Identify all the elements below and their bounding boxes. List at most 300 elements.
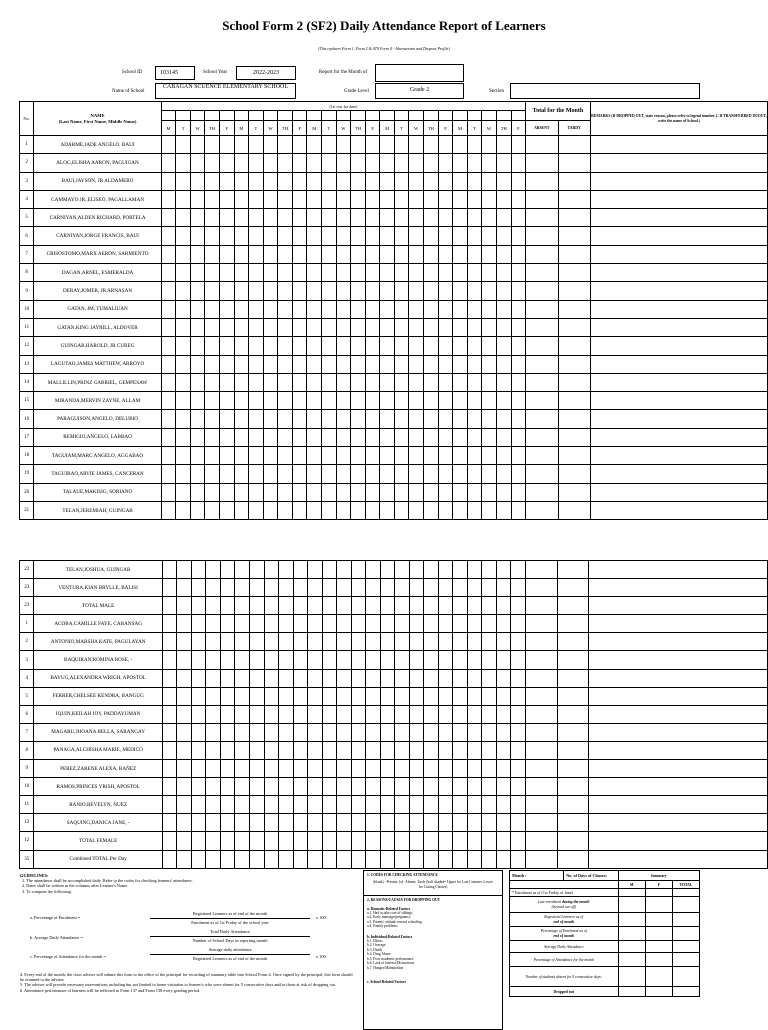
attendance-cell[interactable]	[293, 410, 307, 428]
attendance-cell[interactable]	[438, 814, 453, 832]
absent-total-cell[interactable]	[526, 245, 558, 263]
attendance-cell[interactable]	[467, 760, 482, 778]
attendance-cell[interactable]	[395, 597, 410, 615]
attendance-cell[interactable]	[206, 579, 221, 597]
attendance-cell[interactable]	[337, 579, 352, 597]
attendance-cell[interactable]	[162, 579, 177, 597]
remarks-cell[interactable]	[589, 669, 768, 687]
attendance-cell[interactable]	[438, 209, 452, 227]
attendance-cell[interactable]	[351, 282, 366, 300]
remarks-cell[interactable]	[590, 154, 767, 172]
attendance-cell[interactable]	[380, 597, 395, 615]
attendance-cell[interactable]	[263, 465, 278, 483]
attendance-cell[interactable]	[467, 172, 481, 190]
remarks-cell[interactable]	[590, 465, 767, 483]
attendance-cell[interactable]	[177, 741, 192, 759]
attendance-cell[interactable]	[467, 428, 481, 446]
attendance-cell[interactable]	[234, 209, 249, 227]
attendance-cell[interactable]	[380, 447, 395, 465]
attendance-cell[interactable]	[380, 264, 395, 282]
attendance-cell[interactable]	[351, 597, 366, 615]
attendance-cell[interactable]	[278, 282, 293, 300]
attendance-cell[interactable]	[409, 814, 424, 832]
attendance-cell[interactable]	[395, 723, 410, 741]
attendance-cell[interactable]	[263, 337, 278, 355]
attendance-cell[interactable]	[366, 579, 381, 597]
attendance-cell[interactable]	[453, 209, 468, 227]
attendance-cell[interactable]	[453, 300, 468, 318]
attendance-cell[interactable]	[438, 723, 453, 741]
attendance-cell[interactable]	[351, 337, 366, 355]
attendance-cell[interactable]	[278, 373, 293, 391]
attendance-cell[interactable]	[322, 282, 336, 300]
attendance-cell[interactable]	[351, 428, 366, 446]
attendance-cell[interactable]	[482, 428, 497, 446]
school-id-field[interactable]: 103145	[155, 66, 195, 80]
attendance-cell[interactable]	[308, 741, 323, 759]
attendance-cell[interactable]	[205, 318, 220, 336]
remarks-cell[interactable]	[589, 633, 768, 651]
attendance-cell[interactable]	[162, 778, 177, 796]
attendance-cell[interactable]	[365, 154, 379, 172]
attendance-cell[interactable]	[250, 741, 265, 759]
attendance-cell[interactable]	[394, 392, 408, 410]
attendance-cell[interactable]	[250, 651, 265, 669]
attendance-cell[interactable]	[336, 136, 351, 154]
attendance-cell[interactable]	[453, 669, 468, 687]
date-cell[interactable]	[496, 111, 511, 121]
date-cell[interactable]	[205, 111, 220, 121]
attendance-cell[interactable]	[467, 741, 482, 759]
attendance-cell[interactable]	[206, 723, 221, 741]
attendance-cell[interactable]	[263, 264, 278, 282]
attendance-cell[interactable]	[235, 579, 250, 597]
attendance-cell[interactable]	[395, 669, 410, 687]
attendance-cell[interactable]	[177, 615, 192, 633]
attendance-cell[interactable]	[409, 373, 424, 391]
attendance-cell[interactable]	[482, 561, 497, 579]
attendance-cell[interactable]	[278, 465, 293, 483]
attendance-cell[interactable]	[336, 501, 351, 519]
attendance-cell[interactable]	[365, 300, 379, 318]
attendance-cell[interactable]	[307, 136, 322, 154]
tardy-total-cell[interactable]	[558, 337, 590, 355]
attendance-cell[interactable]	[496, 227, 511, 245]
attendance-cell[interactable]	[496, 669, 511, 687]
attendance-cell[interactable]	[322, 136, 336, 154]
attendance-cell[interactable]	[191, 796, 206, 814]
attendance-cell[interactable]	[220, 796, 235, 814]
attendance-cell[interactable]	[205, 483, 220, 501]
attendance-cell[interactable]	[206, 597, 221, 615]
attendance-cell[interactable]	[438, 741, 453, 759]
attendance-cell[interactable]	[191, 561, 206, 579]
attendance-cell[interactable]	[206, 615, 221, 633]
attendance-cell[interactable]	[220, 615, 235, 633]
attendance-cell[interactable]	[161, 410, 176, 428]
attendance-cell[interactable]	[409, 318, 424, 336]
attendance-cell[interactable]	[308, 687, 323, 705]
attendance-cell[interactable]	[395, 760, 410, 778]
attendance-cell[interactable]	[467, 633, 482, 651]
attendance-cell[interactable]	[191, 760, 206, 778]
attendance-cell[interactable]	[220, 136, 234, 154]
attendance-cell[interactable]	[161, 318, 176, 336]
attendance-cell[interactable]	[162, 651, 177, 669]
attendance-cell[interactable]	[176, 318, 190, 336]
attendance-cell[interactable]	[176, 355, 190, 373]
attendance-cell[interactable]	[511, 651, 526, 669]
absent-total-cell[interactable]	[525, 615, 557, 633]
attendance-cell[interactable]	[496, 483, 511, 501]
attendance-cell[interactable]	[161, 300, 176, 318]
attendance-cell[interactable]	[220, 337, 234, 355]
attendance-cell[interactable]	[176, 282, 190, 300]
attendance-cell[interactable]	[293, 465, 307, 483]
attendance-cell[interactable]	[424, 723, 439, 741]
attendance-cell[interactable]	[394, 465, 408, 483]
attendance-cell[interactable]	[263, 245, 278, 263]
attendance-cell[interactable]	[307, 355, 322, 373]
attendance-cell[interactable]	[380, 579, 395, 597]
attendance-cell[interactable]	[409, 778, 424, 796]
attendance-cell[interactable]	[249, 392, 263, 410]
attendance-cell[interactable]	[234, 282, 249, 300]
attendance-cell[interactable]	[249, 483, 263, 501]
attendance-cell[interactable]	[394, 447, 408, 465]
attendance-cell[interactable]	[293, 172, 307, 190]
attendance-cell[interactable]	[161, 392, 176, 410]
attendance-cell[interactable]	[394, 227, 408, 245]
date-cell[interactable]	[234, 111, 249, 121]
attendance-cell[interactable]	[467, 723, 482, 741]
attendance-cell[interactable]	[482, 741, 497, 759]
attendance-cell[interactable]	[511, 245, 525, 263]
attendance-cell[interactable]	[366, 760, 381, 778]
attendance-cell[interactable]	[263, 501, 278, 519]
attendance-cell[interactable]	[453, 410, 468, 428]
attendance-cell[interactable]	[423, 264, 438, 282]
attendance-cell[interactable]	[511, 741, 526, 759]
attendance-cell[interactable]	[467, 669, 482, 687]
attendance-cell[interactable]	[161, 355, 176, 373]
attendance-cell[interactable]	[337, 705, 352, 723]
attendance-cell[interactable]	[190, 227, 205, 245]
attendance-cell[interactable]	[467, 465, 481, 483]
attendance-cell[interactable]	[191, 705, 206, 723]
remarks-cell[interactable]	[589, 687, 768, 705]
attendance-cell[interactable]	[395, 633, 410, 651]
attendance-cell[interactable]	[278, 410, 293, 428]
attendance-cell[interactable]	[496, 337, 511, 355]
attendance-cell[interactable]	[249, 447, 263, 465]
attendance-cell[interactable]	[380, 705, 395, 723]
attendance-cell[interactable]	[220, 227, 234, 245]
attendance-cell[interactable]	[366, 814, 381, 832]
attendance-cell[interactable]	[220, 850, 235, 868]
attendance-cell[interactable]	[438, 264, 452, 282]
tardy-total-cell[interactable]	[558, 483, 590, 501]
attendance-cell[interactable]	[409, 705, 424, 723]
attendance-cell[interactable]	[395, 561, 410, 579]
attendance-cell[interactable]	[496, 154, 511, 172]
remarks-cell[interactable]	[589, 741, 768, 759]
attendance-cell[interactable]	[322, 597, 337, 615]
remarks-cell[interactable]	[589, 561, 768, 579]
attendance-cell[interactable]	[279, 651, 294, 669]
attendance-cell[interactable]	[409, 282, 424, 300]
attendance-cell[interactable]	[438, 579, 453, 597]
attendance-cell[interactable]	[438, 136, 452, 154]
attendance-cell[interactable]	[496, 355, 511, 373]
attendance-cell[interactable]	[496, 597, 511, 615]
attendance-cell[interactable]	[394, 245, 408, 263]
attendance-cell[interactable]	[322, 850, 337, 868]
attendance-cell[interactable]	[365, 337, 379, 355]
attendance-cell[interactable]	[250, 814, 265, 832]
attendance-cell[interactable]	[467, 373, 481, 391]
attendance-cell[interactable]	[220, 264, 234, 282]
attendance-cell[interactable]	[220, 245, 234, 263]
attendance-cell[interactable]	[322, 561, 337, 579]
attendance-cell[interactable]	[380, 428, 395, 446]
attendance-cell[interactable]	[409, 410, 424, 428]
attendance-cell[interactable]	[482, 172, 497, 190]
attendance-cell[interactable]	[205, 209, 220, 227]
attendance-cell[interactable]	[395, 741, 410, 759]
absent-total-cell[interactable]	[526, 318, 558, 336]
attendance-cell[interactable]	[395, 651, 410, 669]
attendance-cell[interactable]	[453, 373, 468, 391]
attendance-cell[interactable]	[409, 741, 424, 759]
attendance-cell[interactable]	[264, 760, 279, 778]
attendance-cell[interactable]	[482, 337, 497, 355]
attendance-cell[interactable]	[177, 597, 192, 615]
attendance-cell[interactable]	[307, 318, 322, 336]
attendance-cell[interactable]	[496, 760, 511, 778]
attendance-cell[interactable]	[453, 172, 468, 190]
attendance-cell[interactable]	[235, 741, 250, 759]
attendance-cell[interactable]	[322, 741, 337, 759]
attendance-cell[interactable]	[220, 705, 235, 723]
attendance-cell[interactable]	[453, 355, 468, 373]
attendance-cell[interactable]	[234, 428, 249, 446]
attendance-cell[interactable]	[293, 778, 308, 796]
attendance-cell[interactable]	[264, 723, 279, 741]
attendance-cell[interactable]	[467, 501, 481, 519]
attendance-cell[interactable]	[177, 687, 192, 705]
attendance-cell[interactable]	[250, 669, 265, 687]
attendance-cell[interactable]	[249, 465, 263, 483]
attendance-cell[interactable]	[380, 850, 395, 868]
tardy-total-cell[interactable]	[558, 264, 590, 282]
attendance-cell[interactable]	[322, 501, 336, 519]
attendance-cell[interactable]	[190, 501, 205, 519]
attendance-cell[interactable]	[206, 760, 221, 778]
attendance-cell[interactable]	[161, 501, 176, 519]
attendance-cell[interactable]	[409, 796, 424, 814]
attendance-cell[interactable]	[176, 227, 190, 245]
attendance-cell[interactable]	[322, 796, 337, 814]
attendance-cell[interactable]	[496, 447, 511, 465]
attendance-cell[interactable]	[322, 209, 336, 227]
attendance-cell[interactable]	[453, 227, 468, 245]
attendance-cell[interactable]	[293, 392, 307, 410]
attendance-cell[interactable]	[162, 705, 177, 723]
attendance-cell[interactable]	[234, 483, 249, 501]
attendance-cell[interactable]	[250, 796, 265, 814]
attendance-cell[interactable]	[264, 669, 279, 687]
attendance-cell[interactable]	[293, 428, 307, 446]
attendance-cell[interactable]	[279, 687, 294, 705]
attendance-cell[interactable]	[409, 483, 424, 501]
tardy-total-cell[interactable]	[557, 651, 589, 669]
attendance-cell[interactable]	[438, 172, 452, 190]
attendance-cell[interactable]	[162, 814, 177, 832]
attendance-cell[interactable]	[337, 760, 352, 778]
attendance-cell[interactable]	[467, 579, 482, 597]
attendance-cell[interactable]	[307, 209, 322, 227]
attendance-cell[interactable]	[453, 447, 468, 465]
attendance-cell[interactable]	[438, 392, 452, 410]
attendance-cell[interactable]	[293, 832, 308, 850]
attendance-cell[interactable]	[423, 392, 438, 410]
attendance-cell[interactable]	[351, 136, 366, 154]
absent-total-cell[interactable]	[525, 850, 557, 868]
attendance-cell[interactable]	[293, 561, 308, 579]
attendance-cell[interactable]	[190, 410, 205, 428]
attendance-cell[interactable]	[337, 687, 352, 705]
attendance-cell[interactable]	[453, 136, 468, 154]
absent-total-cell[interactable]	[526, 227, 558, 245]
absent-total-cell[interactable]	[526, 447, 558, 465]
attendance-cell[interactable]	[453, 778, 468, 796]
attendance-cell[interactable]	[438, 705, 453, 723]
attendance-cell[interactable]	[161, 190, 176, 208]
attendance-cell[interactable]	[220, 669, 235, 687]
attendance-cell[interactable]	[322, 355, 336, 373]
attendance-cell[interactable]	[365, 410, 379, 428]
attendance-cell[interactable]	[496, 796, 511, 814]
attendance-cell[interactable]	[191, 579, 206, 597]
attendance-cell[interactable]	[409, 227, 424, 245]
attendance-cell[interactable]	[308, 579, 323, 597]
attendance-cell[interactable]	[365, 447, 379, 465]
tardy-total-cell[interactable]	[557, 579, 589, 597]
attendance-cell[interactable]	[190, 245, 205, 263]
attendance-cell[interactable]	[423, 227, 438, 245]
attendance-cell[interactable]	[482, 227, 497, 245]
attendance-cell[interactable]	[161, 447, 176, 465]
attendance-cell[interactable]	[264, 651, 279, 669]
attendance-cell[interactable]	[263, 392, 278, 410]
attendance-cell[interactable]	[278, 392, 293, 410]
attendance-cell[interactable]	[423, 483, 438, 501]
attendance-cell[interactable]	[250, 778, 265, 796]
attendance-cell[interactable]	[177, 633, 192, 651]
attendance-cell[interactable]	[293, 741, 308, 759]
attendance-cell[interactable]	[424, 669, 439, 687]
attendance-cell[interactable]	[205, 282, 220, 300]
attendance-cell[interactable]	[380, 633, 395, 651]
attendance-cell[interactable]	[278, 483, 293, 501]
attendance-cell[interactable]	[307, 483, 322, 501]
attendance-cell[interactable]	[322, 651, 337, 669]
attendance-cell[interactable]	[511, 814, 526, 832]
attendance-cell[interactable]	[496, 814, 511, 832]
attendance-cell[interactable]	[263, 190, 278, 208]
attendance-cell[interactable]	[279, 579, 294, 597]
attendance-cell[interactable]	[380, 723, 395, 741]
attendance-cell[interactable]	[336, 245, 351, 263]
attendance-cell[interactable]	[511, 832, 526, 850]
attendance-cell[interactable]	[453, 190, 468, 208]
remarks-cell[interactable]	[590, 428, 767, 446]
date-cell[interactable]	[351, 111, 366, 121]
attendance-cell[interactable]	[496, 705, 511, 723]
attendance-cell[interactable]	[322, 760, 337, 778]
attendance-cell[interactable]	[511, 264, 525, 282]
attendance-cell[interactable]	[409, 264, 424, 282]
attendance-cell[interactable]	[511, 687, 526, 705]
attendance-cell[interactable]	[307, 227, 322, 245]
attendance-cell[interactable]	[453, 651, 468, 669]
attendance-cell[interactable]	[438, 465, 452, 483]
date-cell[interactable]	[249, 111, 263, 121]
tardy-total-cell[interactable]	[558, 392, 590, 410]
attendance-cell[interactable]	[394, 209, 408, 227]
attendance-cell[interactable]	[161, 465, 176, 483]
attendance-cell[interactable]	[351, 760, 366, 778]
attendance-cell[interactable]	[161, 264, 176, 282]
attendance-cell[interactable]	[308, 561, 323, 579]
attendance-cell[interactable]	[278, 190, 293, 208]
remarks-cell[interactable]	[589, 796, 768, 814]
attendance-cell[interactable]	[453, 428, 468, 446]
absent-total-cell[interactable]	[526, 190, 558, 208]
tardy-total-cell[interactable]	[557, 760, 589, 778]
attendance-cell[interactable]	[322, 227, 336, 245]
attendance-cell[interactable]	[293, 245, 307, 263]
attendance-cell[interactable]	[409, 501, 424, 519]
attendance-cell[interactable]	[235, 597, 250, 615]
attendance-cell[interactable]	[220, 814, 235, 832]
attendance-cell[interactable]	[467, 264, 481, 282]
attendance-cell[interactable]	[235, 561, 250, 579]
attendance-cell[interactable]	[467, 796, 482, 814]
attendance-cell[interactable]	[162, 561, 177, 579]
absent-total-cell[interactable]	[525, 741, 557, 759]
attendance-cell[interactable]	[176, 501, 190, 519]
attendance-cell[interactable]	[263, 282, 278, 300]
tardy-total-cell[interactable]	[558, 136, 590, 154]
attendance-cell[interactable]	[235, 814, 250, 832]
attendance-cell[interactable]	[161, 337, 176, 355]
attendance-cell[interactable]	[278, 136, 293, 154]
attendance-cell[interactable]	[380, 300, 395, 318]
attendance-cell[interactable]	[293, 136, 307, 154]
attendance-cell[interactable]	[176, 154, 190, 172]
attendance-cell[interactable]	[190, 264, 205, 282]
attendance-cell[interactable]	[496, 392, 511, 410]
attendance-cell[interactable]	[162, 796, 177, 814]
remarks-cell[interactable]	[590, 501, 767, 519]
attendance-cell[interactable]	[234, 227, 249, 245]
attendance-cell[interactable]	[307, 282, 322, 300]
attendance-cell[interactable]	[177, 651, 192, 669]
attendance-cell[interactable]	[467, 227, 481, 245]
attendance-cell[interactable]	[322, 410, 336, 428]
